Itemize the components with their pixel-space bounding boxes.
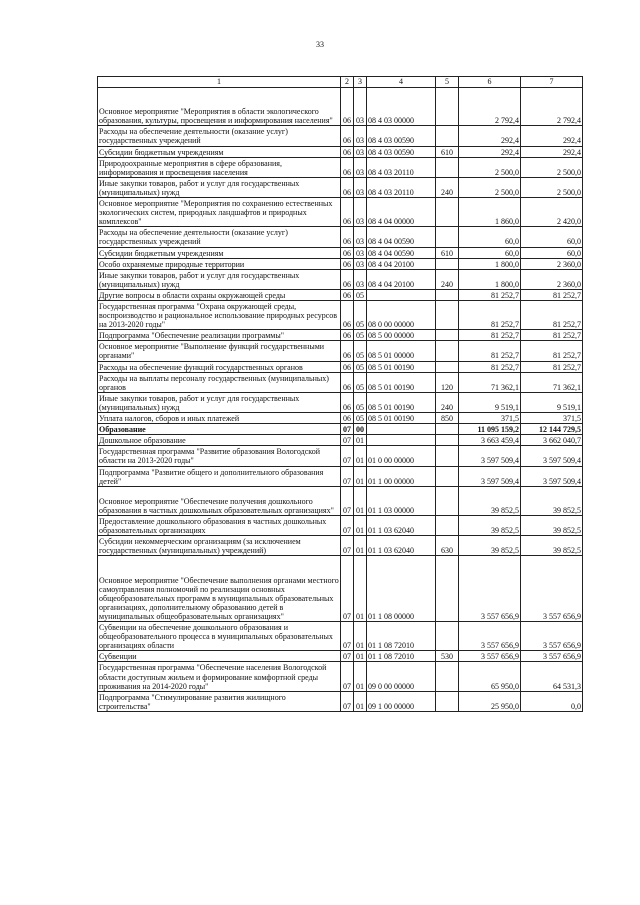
expense-type-cell [436,341,459,361]
row-name-cell: Иные закупки товаров, работ и услуг для государственных (муниципальных) нужд [98,392,341,412]
subsection-code-cell: 03 [354,88,367,126]
expense-type-cell [436,157,459,177]
section-code-cell: 07 [341,466,354,486]
target-article-cell: 08 4 03 00590 [367,146,436,157]
target-article-cell: 08 4 03 00000 [367,88,436,126]
table-row [98,516,583,536]
subsection-code-cell: 05 [354,341,367,361]
table-row [98,662,583,691]
section-code-cell: 06 [341,301,354,330]
table-row [98,341,583,361]
row-name-cell: Образование [98,424,341,435]
table-row [98,486,583,515]
amount-year1-cell: 3 597 509,4 [459,466,521,486]
subsection-code-cell: 01 [354,556,367,622]
target-article-cell: 01 1 00 00000 [367,466,436,486]
table-row [98,227,583,247]
subsection-code-cell: 03 [354,126,367,146]
amount-year1-cell: 81 252,7 [459,289,521,300]
amount-year1-cell: 65 950,0 [459,662,521,691]
section-code-cell: 06 [341,88,354,126]
amount-year2-cell: 39 852,5 [521,536,583,556]
row-name-cell: Другие вопросы в области охраны окружающей среды [98,289,341,300]
subsection-code-cell: 01 [354,486,367,515]
section-code-cell: 06 [341,126,354,146]
table-row [98,622,583,651]
subsection-code-cell: 03 [354,258,367,269]
expense-type-cell: 630 [436,536,459,556]
amount-year1-cell: 60,0 [459,247,521,258]
amount-year1-cell: 39 852,5 [459,536,521,556]
amount-year1-cell: 3 663 459,4 [459,435,521,446]
expense-type-cell: 850 [436,413,459,424]
subsection-code-cell: 05 [354,392,367,412]
table-row [98,424,583,435]
amount-year2-cell: 64 531,3 [521,662,583,691]
column-header: 4 [367,77,436,88]
target-article-cell: 01 1 03 62040 [367,536,436,556]
page-number: 33 [316,40,324,49]
row-name-cell: Особо охраняемые природные территории [98,258,341,269]
expense-type-cell [436,424,459,435]
amount-year1-cell: 1 860,0 [459,198,521,227]
column-header: 5 [436,77,459,88]
row-name-cell: Субвенции [98,651,341,662]
amount-year1-cell: 292,4 [459,126,521,146]
row-name-cell: Основное мероприятие "Мероприятия в области экологического образования, культуры, просвещения и информирования населения" [98,88,341,126]
table-row [98,361,583,372]
subsection-code-cell: 03 [354,146,367,157]
budget-table [97,76,583,712]
target-article-cell: 01 0 00 00000 [367,446,436,466]
amount-year1-cell: 9 519,1 [459,392,521,412]
table-row [98,392,583,412]
amount-year2-cell: 2 360,0 [521,258,583,269]
row-name-cell: Предоставление дошкольного образования в частных дошкольных образовательных организациях [98,516,341,536]
amount-year2-cell: 81 252,7 [521,341,583,361]
amount-year2-cell: 12 144 729,5 [521,424,583,435]
table-row [98,446,583,466]
subsection-code-cell: 01 [354,516,367,536]
target-article-cell [367,424,436,435]
amount-year1-cell: 3 557 656,9 [459,622,521,651]
table-row [98,126,583,146]
subsection-code-cell: 05 [354,413,367,424]
subsection-code-cell: 03 [354,157,367,177]
amount-year1-cell: 3 597 509,4 [459,446,521,466]
row-name-cell: Расходы на выплаты персоналу государственных (муниципальных) органов [98,372,341,392]
section-code-cell: 06 [341,413,354,424]
amount-year2-cell: 3 557 656,9 [521,622,583,651]
table-row [98,269,583,289]
target-article-cell: 08 4 04 00590 [367,247,436,258]
subsection-code-cell: 05 [354,361,367,372]
amount-year1-cell: 11 095 159,2 [459,424,521,435]
target-article-cell: 08 5 01 00000 [367,341,436,361]
expense-type-cell [436,466,459,486]
row-name-cell: Основное мероприятие "Мероприятия по сохранению естественных экологических систем, природных ландшафтов и природных комплексов" [98,198,341,227]
section-code-cell: 07 [341,486,354,515]
amount-year2-cell: 3 597 509,4 [521,446,583,466]
target-article-cell: 09 1 00 00000 [367,691,436,711]
target-article-cell: 08 4 03 20110 [367,157,436,177]
expense-type-cell [436,435,459,446]
target-article-cell [367,289,436,300]
header-row [98,77,583,88]
amount-year2-cell: 2 420,0 [521,198,583,227]
target-article-cell: 01 1 08 00000 [367,556,436,622]
section-code-cell: 06 [341,361,354,372]
section-code-cell: 06 [341,247,354,258]
amount-year2-cell: 2 792,4 [521,88,583,126]
expense-type-cell [436,361,459,372]
amount-year2-cell: 81 252,7 [521,330,583,341]
row-name-cell: Расходы на обеспечение деятельности (оказание услуг) государственных учреждений [98,126,341,146]
amount-year1-cell: 39 852,5 [459,516,521,536]
amount-year1-cell: 292,4 [459,146,521,157]
amount-year2-cell: 60,0 [521,247,583,258]
table-row [98,157,583,177]
table-row [98,536,583,556]
section-code-cell: 07 [341,662,354,691]
amount-year1-cell: 81 252,7 [459,361,521,372]
table-row [98,301,583,330]
section-code-cell: 06 [341,157,354,177]
subsection-code-cell: 01 [354,622,367,651]
target-article-cell: 08 0 00 00000 [367,301,436,330]
subsection-code-cell: 01 [354,662,367,691]
expense-type-cell [436,88,459,126]
amount-year2-cell: 3 557 656,9 [521,556,583,622]
subsection-code-cell: 03 [354,198,367,227]
row-name-cell: Дошкольное образование [98,435,341,446]
section-code-cell: 06 [341,392,354,412]
section-code-cell: 07 [341,651,354,662]
table-row [98,198,583,227]
target-article-cell: 08 5 01 00190 [367,413,436,424]
expense-type-cell [436,446,459,466]
expense-type-cell [436,289,459,300]
section-code-cell: 06 [341,258,354,269]
table-row [98,413,583,424]
row-name-cell: Субсидии некоммерческим организациям (за исключением государственных (муниципальных) учреждений) [98,536,341,556]
subsection-code-cell: 01 [354,446,367,466]
amount-year2-cell: 71 362,1 [521,372,583,392]
expense-type-cell [436,301,459,330]
expense-type-cell [436,556,459,622]
target-article-cell: 08 5 01 00190 [367,361,436,372]
target-article-cell: 01 1 08 72010 [367,651,436,662]
section-code-cell: 07 [341,622,354,651]
table-row [98,88,583,126]
row-name-cell: Расходы на обеспечение функций государственных органов [98,361,341,372]
subsection-code-cell: 05 [354,301,367,330]
row-name-cell: Подпрограмма "Стимулирование развития жилищного строительства" [98,691,341,711]
subsection-code-cell: 03 [354,227,367,247]
amount-year2-cell: 2 500,0 [521,157,583,177]
table-row [98,435,583,446]
expense-type-cell [436,486,459,515]
section-code-cell: 07 [341,516,354,536]
amount-year2-cell: 3 597 509,4 [521,466,583,486]
amount-year2-cell: 371,5 [521,413,583,424]
target-article-cell: 08 4 04 00000 [367,198,436,227]
expense-type-cell [436,227,459,247]
row-name-cell: Субсидии бюджетным учреждениям [98,146,341,157]
column-header: 3 [354,77,367,88]
target-article-cell [367,435,436,446]
subsection-code-cell: 03 [354,247,367,258]
table-row [98,372,583,392]
amount-year2-cell: 2 500,0 [521,177,583,197]
amount-year2-cell: 60,0 [521,227,583,247]
amount-year1-cell: 371,5 [459,413,521,424]
subsection-code-cell: 01 [354,435,367,446]
section-code-cell: 06 [341,198,354,227]
subsection-code-cell: 01 [354,651,367,662]
amount-year2-cell: 9 519,1 [521,392,583,412]
expense-type-cell [436,662,459,691]
section-code-cell: 06 [341,341,354,361]
target-article-cell: 01 1 03 62040 [367,516,436,536]
target-article-cell: 08 4 04 20100 [367,269,436,289]
column-header: 6 [459,77,521,88]
expense-type-cell: 120 [436,372,459,392]
row-name-cell: Государственная программа "Развитие образования Вологодской области на 2013-2020 годы" [98,446,341,466]
column-header: 1 [98,77,341,88]
amount-year1-cell: 2 792,4 [459,88,521,126]
amount-year2-cell: 81 252,7 [521,361,583,372]
section-code-cell: 07 [341,446,354,466]
subsection-code-cell: 01 [354,536,367,556]
row-name-cell: Основное мероприятие "Выполнение функций государственными органами" [98,341,341,361]
table-row [98,466,583,486]
subsection-code-cell: 05 [354,330,367,341]
row-name-cell: Уплата налогов, сборов и иных платежей [98,413,341,424]
section-code-cell: 07 [341,691,354,711]
row-name-cell: Иные закупки товаров, работ и услуг для государственных (муниципальных) нужд [98,177,341,197]
row-name-cell: Подпрограмма "Обеспечение реализации программы" [98,330,341,341]
amount-year2-cell: 3 557 656,9 [521,651,583,662]
expense-type-cell [436,691,459,711]
table-row [98,247,583,258]
row-name-cell: Государственная программа "Обеспечение населения Вологодской области доступным жильем и формирование комфортной среды проживания на 2014-2020 годы" [98,662,341,691]
table-row [98,691,583,711]
amount-year2-cell: 2 360,0 [521,269,583,289]
subsection-code-cell: 05 [354,372,367,392]
subsection-code-cell: 03 [354,177,367,197]
amount-year1-cell: 25 950,0 [459,691,521,711]
amount-year1-cell: 81 252,7 [459,341,521,361]
section-code-cell: 07 [341,556,354,622]
column-header: 7 [521,77,583,88]
target-article-cell: 08 4 04 20100 [367,258,436,269]
column-header: 2 [341,77,354,88]
subsection-code-cell: 03 [354,269,367,289]
row-name-cell: Основное мероприятие "Обеспечение получения дошкольного образования в частных дошкольных образовательных организациях" [98,486,341,515]
expense-type-cell [436,516,459,536]
row-name-cell: Государственная программа "Охрана окружающей среды, воспроизводство и рациональное использование природных ресурсов на 2013-2020 годы" [98,301,341,330]
row-name-cell: Иные закупки товаров, работ и услуг для государственных (муниципальных) нужд [98,269,341,289]
amount-year2-cell: 81 252,7 [521,289,583,300]
table-row [98,330,583,341]
target-article-cell: 08 4 04 00590 [367,227,436,247]
expense-type-cell: 610 [436,247,459,258]
section-code-cell: 07 [341,424,354,435]
expense-type-cell [436,330,459,341]
row-name-cell: Субвенции на обеспечение дошкольного образования и общеобразовательного процесса в муниципальных образовательных организациях области [98,622,341,651]
amount-year1-cell: 2 500,0 [459,157,521,177]
table-row [98,146,583,157]
expense-type-cell [436,258,459,269]
amount-year2-cell: 292,4 [521,146,583,157]
amount-year2-cell: 292,4 [521,126,583,146]
target-article-cell: 08 5 01 00190 [367,372,436,392]
section-code-cell: 06 [341,227,354,247]
row-name-cell: Природоохранные мероприятия в сфере образования, информирования и просвещения населения [98,157,341,177]
amount-year1-cell: 81 252,7 [459,330,521,341]
amount-year1-cell: 39 852,5 [459,486,521,515]
subsection-code-cell: 01 [354,466,367,486]
target-article-cell: 01 1 08 72010 [367,622,436,651]
expense-type-cell: 240 [436,177,459,197]
expense-type-cell: 610 [436,146,459,157]
expense-type-cell [436,126,459,146]
section-code-cell: 06 [341,289,354,300]
amount-year1-cell: 2 500,0 [459,177,521,197]
amount-year2-cell: 39 852,5 [521,486,583,515]
amount-year2-cell: 39 852,5 [521,516,583,536]
target-article-cell: 09 0 00 00000 [367,662,436,691]
row-name-cell: Субсидии бюджетным учреждениям [98,247,341,258]
table-row [98,556,583,622]
section-code-cell: 06 [341,146,354,157]
table-row [98,289,583,300]
amount-year1-cell: 1 800,0 [459,258,521,269]
section-code-cell: 07 [341,435,354,446]
subsection-code-cell: 05 [354,289,367,300]
row-name-cell: Подпрограмма "Развитие общего и дополнительного образования детей" [98,466,341,486]
target-article-cell: 08 4 03 20110 [367,177,436,197]
amount-year1-cell: 71 362,1 [459,372,521,392]
table-row [98,651,583,662]
expense-type-cell: 240 [436,269,459,289]
amount-year1-cell: 1 800,0 [459,269,521,289]
section-code-cell: 07 [341,536,354,556]
row-name-cell: Расходы на обеспечение деятельности (оказание услуг) государственных учреждений [98,227,341,247]
section-code-cell: 06 [341,372,354,392]
amount-year2-cell: 3 662 040,7 [521,435,583,446]
expense-type-cell [436,198,459,227]
amount-year1-cell: 81 252,7 [459,301,521,330]
table-body [98,88,583,712]
target-article-cell: 08 5 01 00190 [367,392,436,412]
table-row [98,258,583,269]
expense-type-cell [436,622,459,651]
table-row [98,177,583,197]
section-code-cell: 06 [341,269,354,289]
amount-year2-cell: 0,0 [521,691,583,711]
amount-year1-cell: 60,0 [459,227,521,247]
subsection-code-cell: 01 [354,691,367,711]
expense-type-cell: 240 [436,392,459,412]
expense-type-cell: 530 [436,651,459,662]
target-article-cell: 08 5 00 00000 [367,330,436,341]
amount-year2-cell: 81 252,7 [521,301,583,330]
section-code-cell: 06 [341,177,354,197]
target-article-cell: 08 4 03 00590 [367,126,436,146]
row-name-cell: Основное мероприятие "Обеспечение выполнения органами местного самоуправления полномочий по реализации основных общеобразовательных программ в муниципальных образовательных организациях, дополнительному образованию детей в муниципальных общеобразовательных организациях" [98,556,341,622]
section-code-cell: 06 [341,330,354,341]
target-article-cell: 01 1 03 00000 [367,486,436,515]
amount-year1-cell: 3 557 656,9 [459,651,521,662]
amount-year1-cell: 3 557 656,9 [459,556,521,622]
subsection-code-cell: 00 [354,424,367,435]
